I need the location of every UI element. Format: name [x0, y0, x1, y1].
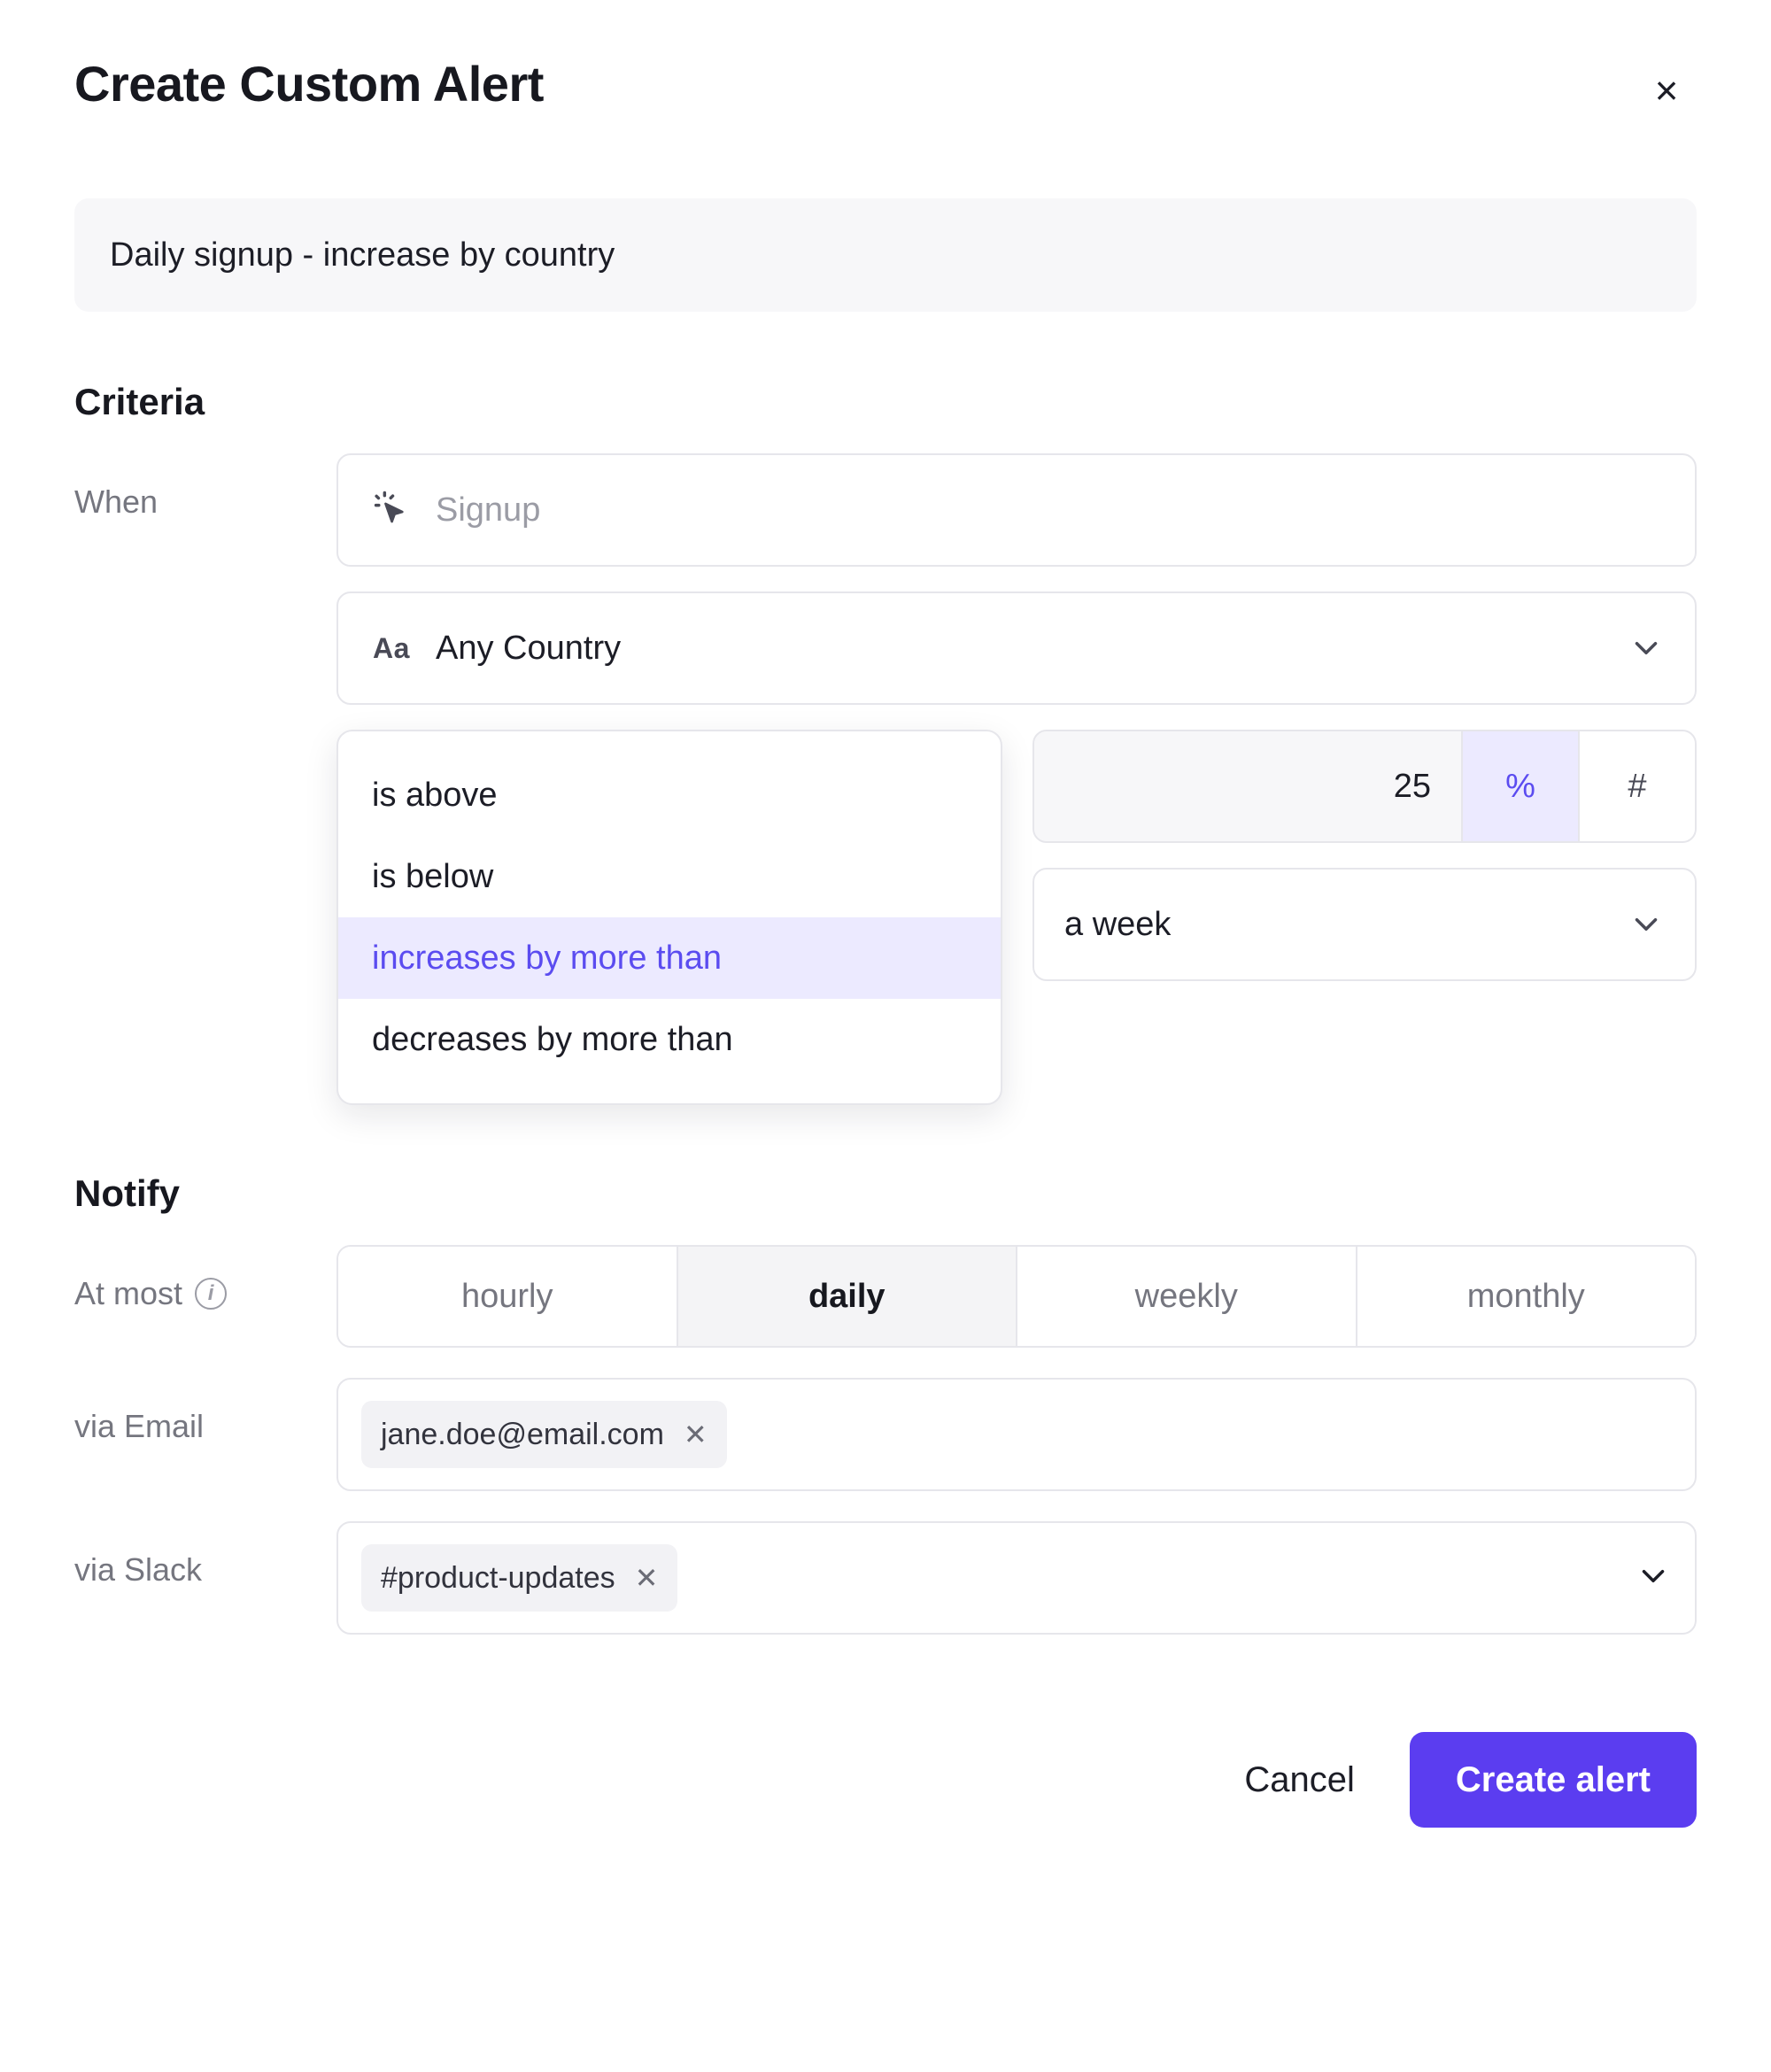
chevron-down-icon: [1628, 906, 1665, 943]
threshold-input[interactable]: 25: [1034, 731, 1461, 841]
condition-option-is-above[interactable]: is above: [372, 776, 498, 814]
frequency-option-daily[interactable]: daily: [678, 1247, 1018, 1346]
via-slack-label: via Slack: [74, 1551, 203, 1588]
remove-slack-token-icon[interactable]: ✕: [634, 1562, 659, 1594]
text-format-icon: Aa: [373, 631, 410, 664]
when-label: When: [74, 483, 159, 520]
cursor-click-icon: [368, 490, 414, 530]
condition-option-is-below[interactable]: is below: [372, 857, 494, 895]
timeframe-select-value: a week: [1064, 905, 1172, 943]
condition-option-increases-by-more-than[interactable]: increases by more than: [338, 917, 1001, 999]
notify-slack-row: [74, 1521, 1697, 1635]
modal-header: [74, 0, 1697, 117]
email-token-label: jane.doe@email.com: [381, 1417, 664, 1451]
frequency-segmented-control: [336, 1245, 1697, 1348]
chevron-down-icon[interactable]: [1635, 1558, 1672, 1599]
slack-channels-field[interactable]: [336, 1521, 1697, 1635]
notify-email-row: [74, 1378, 1697, 1491]
threshold-input-group: [1032, 730, 1697, 843]
email-token: [361, 1401, 727, 1468]
slack-token-label: #product-updates: [381, 1560, 615, 1595]
condition-option-decreases-by-more-than[interactable]: decreases by more than: [372, 1020, 733, 1058]
notify-heading: Notify: [74, 1172, 180, 1214]
at-most-label-text: At most: [74, 1275, 183, 1311]
timeframe-select[interactable]: [1032, 868, 1697, 981]
dimension-select[interactable]: [336, 591, 1697, 705]
criteria-heading: Criteria: [74, 381, 205, 422]
event-select[interactable]: [336, 453, 1697, 567]
modal-footer: [74, 1732, 1697, 1828]
alert-name-input[interactable]: Daily signup - increase by country: [74, 198, 1697, 312]
close-icon[interactable]: ×: [1640, 64, 1693, 117]
criteria-when-row: [74, 453, 1697, 1105]
condition-dropdown-wrapper: [336, 730, 1002, 1105]
email-recipients-field[interactable]: [336, 1378, 1697, 1491]
create-alert-button[interactable]: Create alert: [1410, 1732, 1697, 1828]
frequency-option-monthly[interactable]: monthly: [1357, 1247, 1696, 1346]
unit-percent-button[interactable]: %: [1461, 731, 1578, 841]
notify-frequency-row: [74, 1245, 1697, 1348]
frequency-option-hourly[interactable]: hourly: [338, 1247, 678, 1346]
event-select-placeholder: Signup: [436, 491, 541, 529]
cancel-button[interactable]: Cancel: [1230, 1743, 1369, 1818]
condition-row: [336, 730, 1697, 1105]
via-email-label: via Email: [74, 1408, 205, 1444]
dimension-select-value: Any Country: [436, 629, 622, 667]
condition-dropdown-panel[interactable]: [336, 730, 1002, 1105]
at-most-label: [74, 1245, 336, 1312]
info-icon[interactable]: i: [195, 1278, 227, 1310]
frequency-option-weekly[interactable]: weekly: [1017, 1247, 1357, 1346]
criteria-controls: [336, 453, 1697, 1105]
slack-token: [361, 1544, 677, 1612]
unit-count-button[interactable]: #: [1578, 731, 1695, 841]
threshold-controls: [1032, 730, 1697, 981]
remove-email-token-icon[interactable]: ✕: [683, 1419, 708, 1450]
page-title: Create Custom Alert: [74, 56, 544, 112]
chevron-down-icon: [1628, 630, 1665, 667]
